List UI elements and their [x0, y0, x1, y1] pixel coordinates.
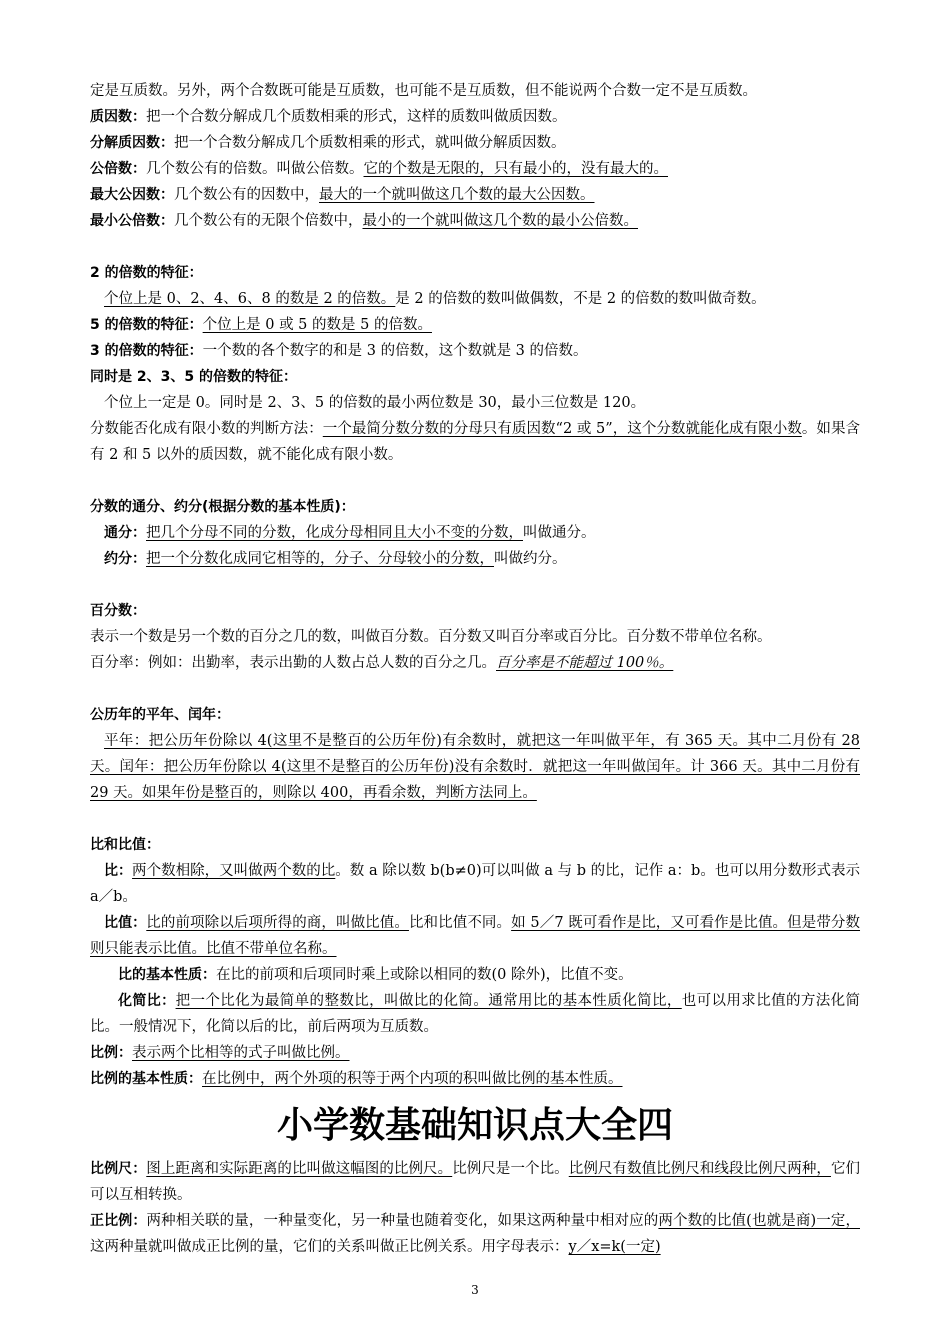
def-ratio-value: 比值：比的前项除以后项所得的商，叫做比值。比和比值不同。如 5／7 既可看作是比，又可看作是比值。但是带分数则只能表示比值。比值不带单位名称。 — [90, 915, 861, 957]
heading-multiple-of-2: 2 的倍数的特征： — [90, 265, 203, 281]
rule-multiple-of-235: 个位上一定是 0。同时是 2、3、5 的倍数的最小两位数是 30，最小三位数是 120。 — [104, 395, 646, 411]
def-direct-proportion: 正比例：两种相关联的量，一种量变化，另一种量也随着变化，如果这两种量中相对应的两个数的比值(也就是商)一定，这两种量就叫做成正比例的量，它们的关系叫做正比例关系。用字母表示：y／x=k(一定) — [90, 1213, 860, 1255]
heading-multiple-of-235: 同时是 2、3、5 的倍数的特征： — [90, 369, 297, 385]
heading-percent: 百分数： — [90, 603, 146, 619]
heading-leap-year: 公历年的平年、闰年： — [90, 707, 230, 723]
page-number: 3 — [471, 1283, 479, 1297]
heading-fraction-reduction: 分数的通分、约分(根据分数的基本性质)： — [90, 499, 355, 515]
rule-multiple-of-3: 3 的倍数的特征：一个数的各个数字的和是 3 的倍数，这个数就是 3 的倍数。 — [90, 343, 588, 359]
section-heading: 小学数基础知识点大全四 — [276, 1105, 673, 1146]
term-label: 最小公倍数： — [90, 213, 174, 229]
def-reduce-fraction: 约分：把一个分数化成同它相等的，分子、分母较小的分数，叫做约分。 — [104, 551, 567, 567]
heading-ratio: 比和比值： — [90, 837, 160, 853]
def-ratio-property: 比的基本性质：在比的前项和后项同时乘上或除以相同的数(0 除外)，比值不变。 — [118, 967, 633, 983]
term-label: 公倍数： — [90, 161, 146, 177]
page-content — [90, 78, 860, 1260]
rule-multiple-of-5: 5 的倍数的特征：个位上是 0 或 5 的数是 5 的倍数。 — [90, 317, 432, 333]
def-prime-factor: 质因数：把一个合数分解成几个质数相乘的形式，这样的质数叫做质因数。 — [90, 109, 567, 125]
def-percent: 表示一个数是另一个数的百分之几的数，叫做百分数。百分数又叫百分率或百分比。百分数不带单位名称。 — [90, 629, 772, 645]
def-leap-year: 平年：把公历年份除以 4(这里不是整百的公历年份)有余数时，就把这一年叫做平年，有 365 天。其中二月份有 28 天。闰年：把公历年份除以 4(这里不是整百的公历年份)没有余数时．就把这一年叫做闰年。计 366 天。其中二月份有 29 天。如果年份是整百的，则除以 400，再看余数，判断方法同上。 — [90, 733, 860, 801]
rule-multiple-of-2: 个位上是 0、2、4、6、8 的数是 2 的倍数。是 2 的倍数的数叫做偶数，不是 2 的倍数的数叫做奇数。 — [104, 291, 766, 307]
def-common-denominator: 通分：把几个分母不同的分数，化成分母相同且大小不变的分数，叫做通分。 — [104, 525, 596, 541]
def-proportion-property: 比例的基本性质：在比例中，两个外项的积等于两个内项的积叫做比例的基本性质。 — [90, 1071, 623, 1087]
term-label: 分解质因数： — [90, 135, 174, 151]
def-prime-factorization: 分解质因数：把一个合数分解成几个质数相乘的形式，就叫做分解质因数。 — [90, 135, 566, 151]
def-simplify-ratio: 化简比：把一个比化为最简单的整数比，叫做比的化简。通常用比的基本性质化简比，也可以用求比值的方法化简比。一般情况下，化简以后的比，前后两项为互质数。 — [90, 993, 861, 1035]
def-proportion: 比例：表示两个比相等的式子叫做比例。 — [90, 1045, 350, 1061]
def-common-multiple: 公倍数：几个数公有的倍数。叫做公倍数。它的个数是无限的，只有最小的，没有最大的。 — [90, 161, 668, 177]
def-percent-rate: 百分率：例如：出勤率，表示出勤的人数占总人数的百分之几。百分率是不能超过 100％。 — [90, 655, 674, 671]
paragraph-coprime-note: 定是互质数。另外，两个合数既可能是互质数，也可能不是互质数，但不能说两个合数一定不是互质数。 — [90, 83, 757, 99]
rule-finite-decimal: 分数能否化成有限小数的判断方法：一个最简分数分数的分母只有质因数“2 或 5”，这个分数就能化成有限小数。如果含有 2 和 5 以外的质因数，就不能化成有限小数。 — [90, 421, 861, 463]
term-label: 质因数： — [90, 109, 146, 125]
def-lcm: 最小公倍数：几个数公有的无限个倍数中，最小的一个就叫做这几个数的最小公倍数。 — [90, 213, 638, 229]
def-scale: 比例尺：图上距离和实际距离的比叫做这幅图的比例尺。比例尺是一个比。比例尺有数值比例尺和线段比例尺两种，它们可以互相转换。 — [90, 1161, 861, 1203]
def-ratio: 比：两个数相除，又叫做两个数的比。数 a 除以数 b(b≠0)可以叫做 a 与 b 的比，记作 a：b。也可以用分数形式表示 a／b。 — [90, 863, 861, 905]
term-label: 最大公因数： — [90, 187, 174, 203]
def-gcd: 最大公因数：几个数公有的因数中，最大的一个就叫做这几个数的最大公因数。 — [90, 187, 595, 203]
